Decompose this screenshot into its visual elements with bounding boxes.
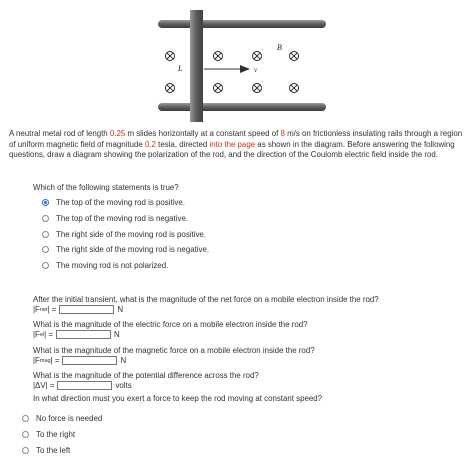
radio[interactable]	[42, 262, 49, 269]
fnet-subscript: net	[39, 306, 48, 313]
q3-question: What is the magnitude of the electric force on a mobile electron inside the rod?	[33, 320, 308, 329]
problem-text: m slides horizontally at a constant speed of	[125, 129, 281, 138]
field-into-page-icon	[290, 52, 299, 61]
problem-text: tesla, directed	[155, 139, 210, 149]
fel-unit: N	[114, 330, 120, 339]
fnet-input[interactable]	[59, 305, 114, 314]
field-into-page-icon	[166, 84, 175, 93]
q6-option[interactable]	[22, 427, 102, 443]
fmag-input[interactable]	[62, 356, 117, 365]
q5-answer-row	[33, 381, 132, 390]
field-into-page-icon	[166, 52, 175, 61]
radio[interactable]	[42, 215, 49, 222]
top-rail	[158, 20, 326, 28]
rod-rails-diagram	[150, 8, 330, 123]
q1-option[interactable]	[42, 226, 209, 242]
fmag-unit: N	[120, 356, 127, 365]
q1-option[interactable]	[42, 258, 209, 274]
q1-option[interactable]	[42, 242, 209, 258]
fmag-equals: | =	[50, 356, 60, 365]
radio[interactable]	[42, 246, 49, 253]
radio[interactable]	[42, 231, 49, 238]
q1-option[interactable]	[42, 211, 209, 227]
radio[interactable]	[22, 431, 29, 438]
deltav-input[interactable]	[57, 381, 112, 390]
q5-question: What is the magnitude of the potential difference across the rod?	[33, 371, 259, 380]
q1-option-label: The top of the moving rod is positive.	[56, 198, 185, 208]
bottom-rail	[158, 103, 326, 111]
q6-option-label: No force is needed	[36, 414, 103, 424]
deltav-unit: volts	[115, 381, 132, 390]
radio[interactable]	[22, 415, 29, 422]
fnet-equals: | =	[47, 305, 57, 314]
fmag-subscript: mag	[39, 357, 51, 364]
q6-option-label: To the right	[36, 430, 76, 440]
field-into-page-icon	[214, 84, 223, 93]
fmag-label: |F	[33, 356, 40, 365]
q1-option-label: The right side of the moving rod is negative.	[56, 245, 210, 255]
label-L: L	[178, 64, 183, 73]
q1-option-label: The moving rod is not polarized.	[56, 261, 169, 271]
field-into-page-icon	[214, 52, 223, 61]
q6-option-label: To the left	[36, 445, 71, 455]
radio[interactable]	[22, 447, 29, 454]
label-v: v	[254, 66, 258, 74]
q1-options	[42, 195, 209, 273]
problem-text: A neutral metal rod of length	[9, 129, 110, 138]
field-into-page-icon	[253, 52, 262, 61]
diagram-svg	[150, 8, 330, 123]
q4-answer-row	[33, 356, 126, 365]
fel-subscript: el	[39, 331, 45, 338]
q6-options	[22, 411, 102, 458]
field-into-page-icon	[290, 84, 299, 93]
fel-input[interactable]	[56, 330, 111, 339]
field-into-page-icons	[166, 52, 299, 93]
q4-question: What is the magnitude of the magnetic force on a mobile electron inside the rod?	[33, 346, 315, 355]
problem-text: m/s on frictionless insulating rails through a region of uniform magnetic field of magnitude	[9, 129, 463, 149]
fel-label: |F	[33, 330, 40, 339]
radio-selected[interactable]	[42, 199, 49, 206]
fel-equals: | =	[44, 330, 54, 339]
field-into-page-icon	[253, 84, 262, 93]
q6-question: In what direction must you exert a force to keep the rod moving at constant speed?	[33, 394, 323, 403]
problem-statement	[9, 129, 467, 161]
q3-answer-row	[33, 330, 120, 339]
q2-question: After the initial transient, what is the magnitude of the net force on a mobile electron inside the rod?	[33, 295, 379, 304]
label-B: B	[277, 43, 282, 52]
q1-question: Which of the following statements is true?	[33, 183, 179, 192]
q1-option[interactable]	[42, 195, 209, 211]
q6-option[interactable]	[22, 442, 102, 458]
q6-option[interactable]	[22, 411, 102, 427]
rod-length-value: 0.25	[109, 129, 126, 138]
q1-option-label: The top of the moving rod is negative.	[56, 214, 189, 224]
q2-answer-row	[33, 305, 123, 314]
fnet-label: |F	[33, 305, 40, 314]
field-direction-value: into the page	[209, 139, 256, 149]
fnet-unit: N	[117, 305, 124, 314]
deltav-label: |ΔV| =	[33, 381, 55, 390]
velocity-arrowhead	[240, 65, 250, 73]
rod-speed-value: 8	[280, 129, 285, 138]
field-magnitude-value: 0.2	[144, 139, 156, 149]
problem-text: as shown in the diagram. Before answering the following questions, draw a diagram showing the polarization of the rod, and the direction of the Coulomb electric field inside the rod.	[9, 139, 455, 159]
q1-option-label: The right side of the moving rod is positive.	[56, 229, 206, 239]
rod	[190, 10, 203, 122]
